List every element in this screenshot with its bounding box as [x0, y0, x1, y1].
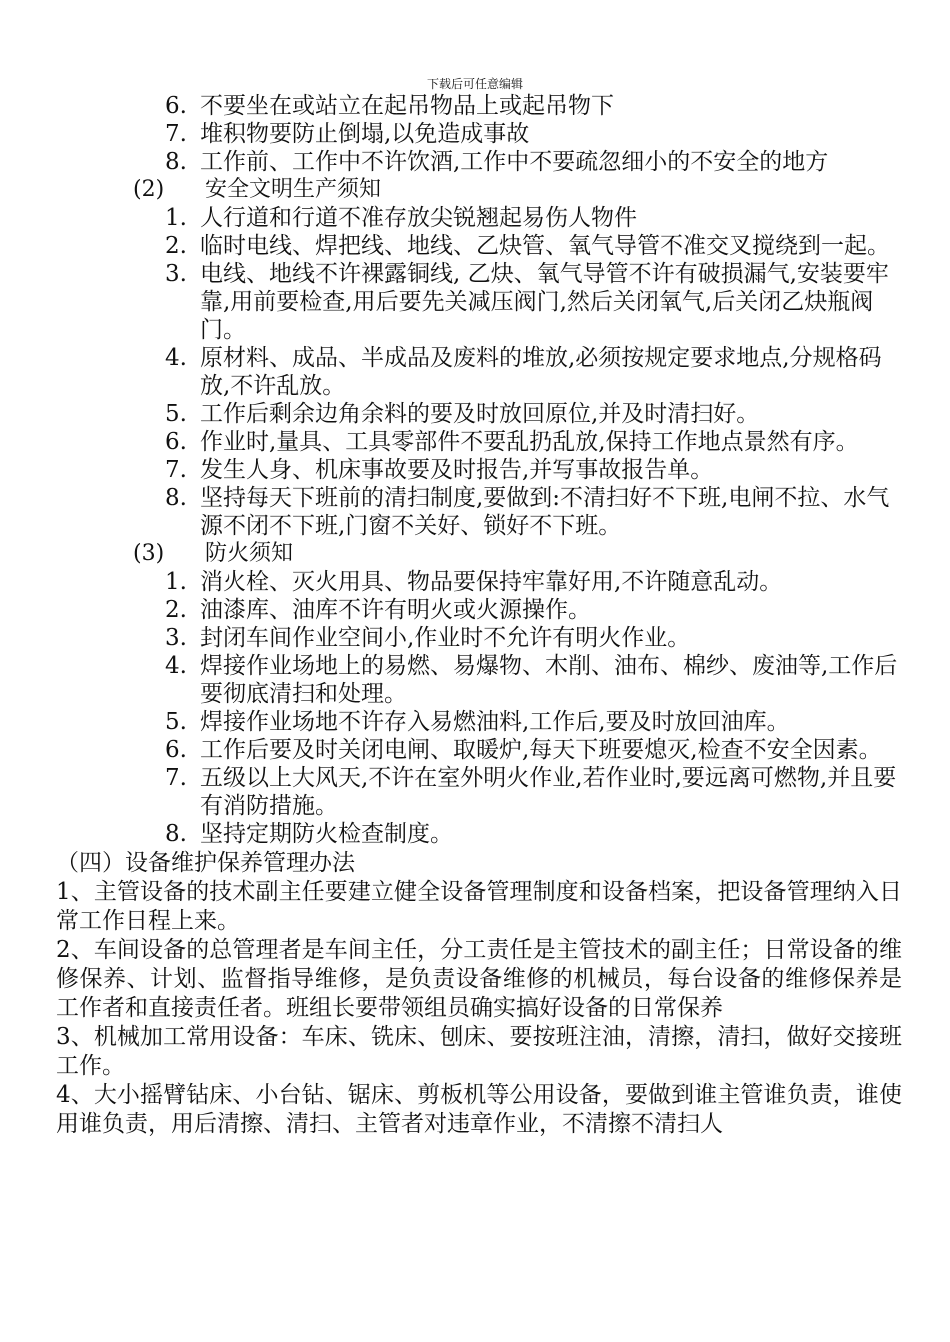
list-item: [0, 344, 950, 400]
item-text: 焊接作业场地不许存入易燃油料,工作后,要及时放回油库。: [200, 709, 790, 735]
item-number: 2.: [165, 233, 187, 259]
list-item: [0, 624, 950, 652]
list-item: [0, 568, 950, 596]
item-text: 封闭车间作业空间小,作业时不允许有明火作业。: [200, 625, 691, 651]
item-number: 6.: [165, 737, 187, 763]
list-item: [0, 736, 950, 764]
item-text: 电线、地线不许裸露铜线, 乙炔、氧气导管不许有破损漏气,安装要牢靠,用前要检查,用后要先关减压阀门,然后关闭氧气,后关闭乙炔瓶阀门。: [200, 261, 889, 343]
item-number: 8.: [165, 821, 187, 847]
list-item: [0, 92, 950, 120]
item-text: 临时电线、焊把线、地线、乙炔管、氧气导管不准交叉搅绕到一起。: [200, 233, 890, 259]
section1-list: [0, 92, 950, 176]
item-text: 原材料、成品、半成品及废料的堆放,必须按规定要求地点,分规格码放,不许乱放。: [200, 345, 882, 399]
item-number: 8.: [165, 149, 187, 175]
list-item: [0, 428, 950, 456]
item-number: 7.: [165, 457, 187, 483]
item-number: 3.: [165, 261, 187, 287]
item-number: 5.: [165, 709, 187, 735]
item-number: 3.: [165, 625, 187, 651]
item-text: 人行道和行道不准存放尖锐翘起易伤人物件: [200, 205, 637, 231]
item-number: 6.: [165, 429, 187, 455]
item-number: 4.: [165, 345, 187, 371]
list-item: [0, 148, 950, 176]
section3-list: [0, 568, 950, 848]
item-number: 2.: [165, 597, 187, 623]
section-number: (2): [133, 177, 165, 202]
item-text: 不要坐在或站立在起吊物品上或起吊物下: [200, 93, 614, 119]
paragraph: 2、车间设备的总管理者是车间主任，分工责任是主管技术的副主任；日常设备的维修保养、计划、监督指导维修，是负责设备维修的机械员，每台设备的维修保养是工作者和直接责任者。班组长要带领组员确实搞好设备的日常保养: [56, 937, 902, 1021]
list-item: [0, 596, 950, 624]
item-number: 7.: [165, 121, 187, 147]
list-item: [0, 652, 950, 708]
item-text: 工作前、工作中不许饮酒,工作中不要疏忽细小的不安全的地方: [200, 149, 829, 175]
item-text: 消火栓、灭火用具、物品要保持牢靠好用,不许随意乱动。: [200, 569, 783, 595]
paragraph: 3、机械加工常用设备：车床、铣床、刨床、要按班注油，清擦，清扫，做好交接班工作。: [56, 1024, 902, 1079]
item-text: 油漆库、油库不许有明火或火源操作。: [200, 597, 591, 623]
list-item: [0, 484, 950, 540]
paragraph: 1、主管设备的技术副主任要建立健全设备管理制度和设备档案，把设备管理纳入日常工作日程上来。: [56, 879, 902, 934]
item-text: 焊接作业场地上的易燃、易爆物、木削、油布、棉纱、废油等,工作后要彻底清扫和处理。: [200, 653, 898, 707]
list-item: [0, 820, 950, 848]
item-number: 6.: [165, 93, 187, 119]
list-item: [0, 708, 950, 736]
section-number: (3): [133, 541, 165, 566]
item-number: 7.: [165, 765, 187, 791]
list-item: [0, 764, 950, 820]
section-title: 安全文明生产须知: [205, 177, 382, 202]
item-text: 作业时,量具、工具零部件不要乱扔乱放,保持工作地点景然有序。: [200, 429, 859, 455]
item-text: 坚持每天下班前的清扫制度,要做到:不清扫好不下班,电闸不拉、水气源不闭不下班,门窗不关好、锁好不下班。: [200, 485, 890, 539]
item-text: 工作后剩余边角余料的要及时放回原位,并及时清扫好。: [200, 401, 760, 427]
list-item: [0, 400, 950, 428]
section2-list: [0, 204, 950, 540]
list-item: [0, 456, 950, 484]
item-number: 4.: [165, 653, 187, 679]
item-number: 1.: [165, 205, 187, 231]
document-body: [0, 92, 950, 1139]
item-text: 五级以上大风天,不许在室外明火作业,若作业时,要远离可燃物,并且要有消防措施。: [200, 765, 897, 819]
section-title: 防火须知: [205, 541, 294, 566]
list-item: [0, 232, 950, 260]
chapter-title: （四）设备维护保养管理办法: [56, 850, 355, 876]
section-heading: [0, 540, 950, 568]
item-number: 1.: [165, 569, 187, 595]
item-text: 坚持定期防火检查制度。: [200, 821, 453, 847]
item-text: 发生人身、机床事故要及时报告,并写事故报告单。: [200, 457, 714, 483]
list-item: [0, 120, 950, 148]
page-header: 下载后可任意编辑: [426, 77, 523, 91]
item-number: 5.: [165, 401, 187, 427]
paragraph: 4、大小摇臂钻床、小台钻、锯床、剪板机等公用设备，要做到谁主管谁负责，谁使用谁负责，用后清擦、清扫、主管者对违章作业，不清擦不清扫人: [56, 1082, 902, 1137]
item-text: 工作后要及时关闭电闸、取暖炉,每天下班要熄灭,检查不安全因素。: [200, 737, 882, 763]
item-text: 堆积物要防止倒塌,以免造成事故: [200, 121, 530, 147]
list-item: [0, 260, 950, 344]
item-number: 8.: [165, 485, 187, 511]
section-heading: [0, 176, 950, 204]
list-item: [0, 204, 950, 232]
